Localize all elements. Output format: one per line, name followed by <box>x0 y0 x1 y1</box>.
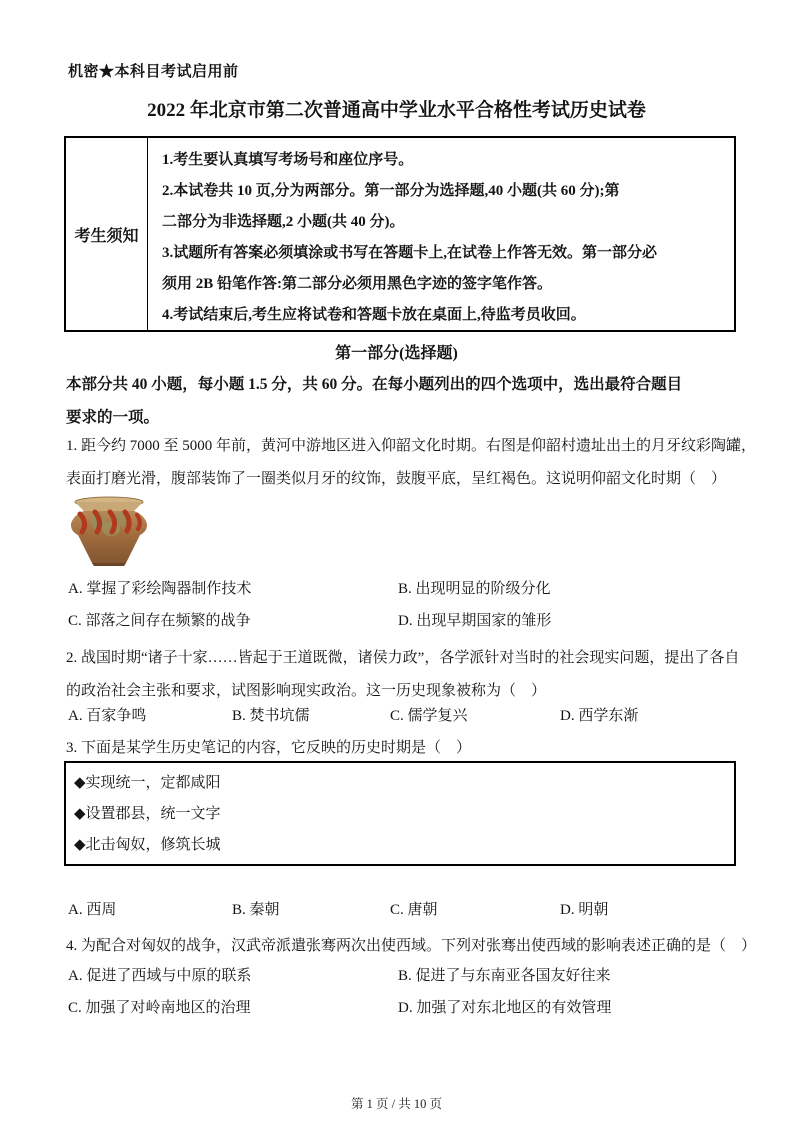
intro-line: 要求的一项。 <box>66 409 160 426</box>
option-b: B. 促进了与东南亚各国友好往来 <box>398 968 611 984</box>
stem-line: 的政治社会主张和要求，试图影响现实政治。这一历史现象被称为（ ） <box>66 683 547 699</box>
option-b: B. 焚书坑儒 <box>232 708 310 724</box>
candidate-notice-table <box>64 136 736 332</box>
question-4-options-row-1 <box>68 964 736 986</box>
option-c: C. 部落之间存在频繁的战争 <box>68 613 251 629</box>
option-d: D. 加强了对东北地区的有效管理 <box>398 1000 612 1016</box>
notice-header-cell: 考生须知 <box>66 138 148 330</box>
question-2-stem <box>66 642 738 708</box>
option-d: D. 西学东渐 <box>560 708 639 724</box>
stem-line: 2. 战国时期“诸子十家……皆起于王道既微，诸侯力政”，各学派针对当时的社会现实问题，提出了各自 <box>66 650 740 666</box>
page-title: 2022 年北京市第二次普通高中学业水平合格性考试历史试卷 <box>147 100 646 121</box>
question-4-stem <box>66 930 757 963</box>
note-line: ◆设置郡县，统一文字 <box>74 806 221 822</box>
stem-line: 表面打磨光滑，腹部装饰了一圈类似月牙的纹饰，鼓腹平底，呈红褐色。这说明仰韶文化时期（ ） <box>66 471 727 487</box>
stem-line: 4. 为配合对匈奴的战争，汉武帝派遣张骞两次出使西域。下列对张骞出使西域的影响表述正确的是（ ） <box>66 938 757 954</box>
notice-line: 二部分为非选择题,2 小题(共 40 分)。 <box>162 214 405 230</box>
option-a: A. 掌握了彩绘陶器制作技术 <box>68 581 252 597</box>
question-1-options-row-2 <box>68 609 736 631</box>
notice-line: 须用 2B 铅笔作答:第二部分必须用黑色字迹的签字笔作答。 <box>162 276 553 292</box>
section-intro <box>66 368 734 434</box>
intro-line: 本部分共 40 小题，每小题 1.5 分，共 60 分。在每小题列出的四个选项中，选出最符合题目 <box>66 376 683 393</box>
option-b: B. 秦朝 <box>232 902 280 918</box>
question-2-options-row <box>68 704 736 726</box>
history-notes-box <box>64 761 736 866</box>
stem-line: 3. 下面是某学生历史笔记的内容，它反映的历史时期是（ ） <box>66 740 472 756</box>
note-line: ◆北击匈奴，修筑长城 <box>74 837 221 853</box>
option-c: C. 加强了对岭南地区的治理 <box>68 1000 251 1016</box>
pottery-jar-illustration <box>68 495 150 569</box>
option-c: C. 唐朝 <box>390 902 438 918</box>
option-c: C. 儒学复兴 <box>390 708 468 724</box>
question-1-options-row-1 <box>68 577 736 599</box>
option-a: A. 百家争鸣 <box>68 708 147 724</box>
option-a: A. 西周 <box>68 902 117 918</box>
option-b: B. 出现明显的阶级分化 <box>398 581 551 597</box>
question-4-options-row-2 <box>68 996 736 1018</box>
question-3-options-row <box>68 898 736 920</box>
section-title: 第一部分(选择题) <box>335 345 458 362</box>
page-number-footer: 第 1 页 / 共 10 页 <box>351 1097 442 1111</box>
option-a: A. 促进了西域与中原的联系 <box>68 968 252 984</box>
notice-line: 1.考生要认真填写考场号和座位序号。 <box>162 152 414 168</box>
option-d: D. 出现早期国家的雏形 <box>398 613 552 629</box>
notice-line: 3.试题所有答案必须填涂或书写在答题卡上,在试卷上作答无效。第一部分必 <box>162 245 658 261</box>
option-d: D. 明朝 <box>560 902 609 918</box>
question-1-stem <box>66 430 757 496</box>
note-line: ◆实现统一，定都咸阳 <box>74 775 221 791</box>
notice-body-cell <box>148 138 734 330</box>
pottery-jar-image <box>68 495 150 569</box>
notice-line: 4.考试结束后,考生应将试卷和答题卡放在桌面上,待监考员收回。 <box>162 307 586 323</box>
notice-line: 2.本试卷共 10 页,分为两部分。第一部分为选择题,40 小题(共 60 分);第 <box>162 183 620 199</box>
stem-line: 1. 距今约 7000 至 5000 年前，黄河中游地区进入仰韶文化时期。右图是仰韶村遗址出土的月牙纹彩陶罐， <box>66 438 757 454</box>
security-label: 机密★本科目考试启用前 <box>68 64 239 80</box>
